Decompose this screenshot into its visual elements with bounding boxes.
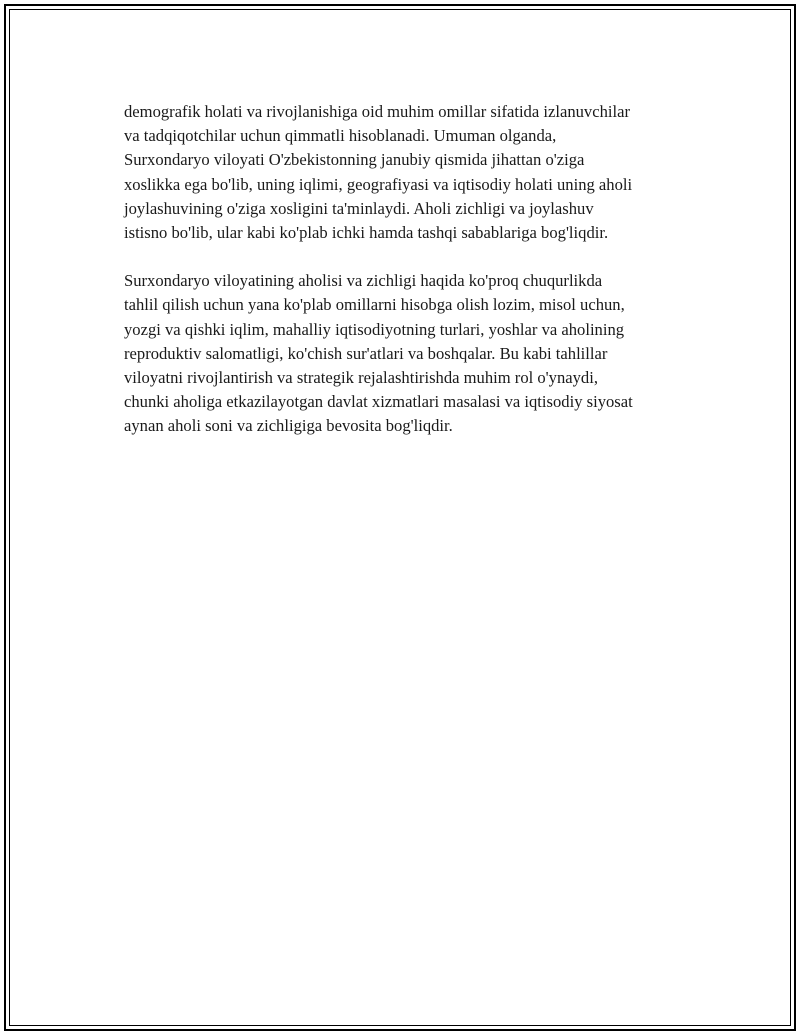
text-line: Surxondaryo viloyatining aholisi va zichligi haqida ko'proq chuqurlikda — [124, 271, 603, 291]
text-line: joylashuvining o'ziga xosligini ta'minlaydi. Aholi zichligi va joylashuv — [124, 198, 594, 218]
text-line: aynan aholi soni va zichligiga bevosita bog'liqdir. — [124, 416, 453, 436]
document-body — [124, 100, 694, 463]
text-line: viloyatni rivojlantirish va strategik rejalashtirishda muhim rol o'ynaydi, — [124, 368, 598, 388]
text-line: reproduktiv salomatligi, ko'chish sur'atlari va boshqalar. Bu kabi tahlillar — [124, 343, 608, 363]
text-line: demografik holati va rivojlanishiga oid muhim omillar sifatida izlanuvchilar — [124, 102, 630, 121]
paragraph-1 — [124, 100, 694, 245]
text-line: yozgi va qishki iqlim, mahalliy iqtisodiyotning turlari, yoshlar va aholining — [124, 319, 625, 339]
text-line: chunki aholiga etkazilayotgan davlat xizmatlari masalasi va iqtisodiy siyosat — [124, 392, 633, 412]
paragraph-2 — [124, 269, 694, 438]
page-border — [4, 4, 796, 1031]
text-line: Surxondaryo viloyati O'zbekistonning janubiy qismida jihattan o'ziga — [124, 150, 585, 170]
text-line: va tadqiqotchilar uchun qimmatli hisoblanadi. Umuman olganda, — [124, 126, 557, 146]
text-line: tahlil qilish uchun yana ko'plab omillarni hisobga olish lozim, misol uchun, — [124, 295, 625, 315]
text-line: istisno bo'lib, ular kabi ko'plab ichki hamda tashqi sabablariga bog'liqdir. — [124, 223, 609, 243]
text-line: xoslikka ega bo'lib, uning iqlimi, geografiyasi va iqtisodiy holati uning aholi — [124, 174, 633, 194]
